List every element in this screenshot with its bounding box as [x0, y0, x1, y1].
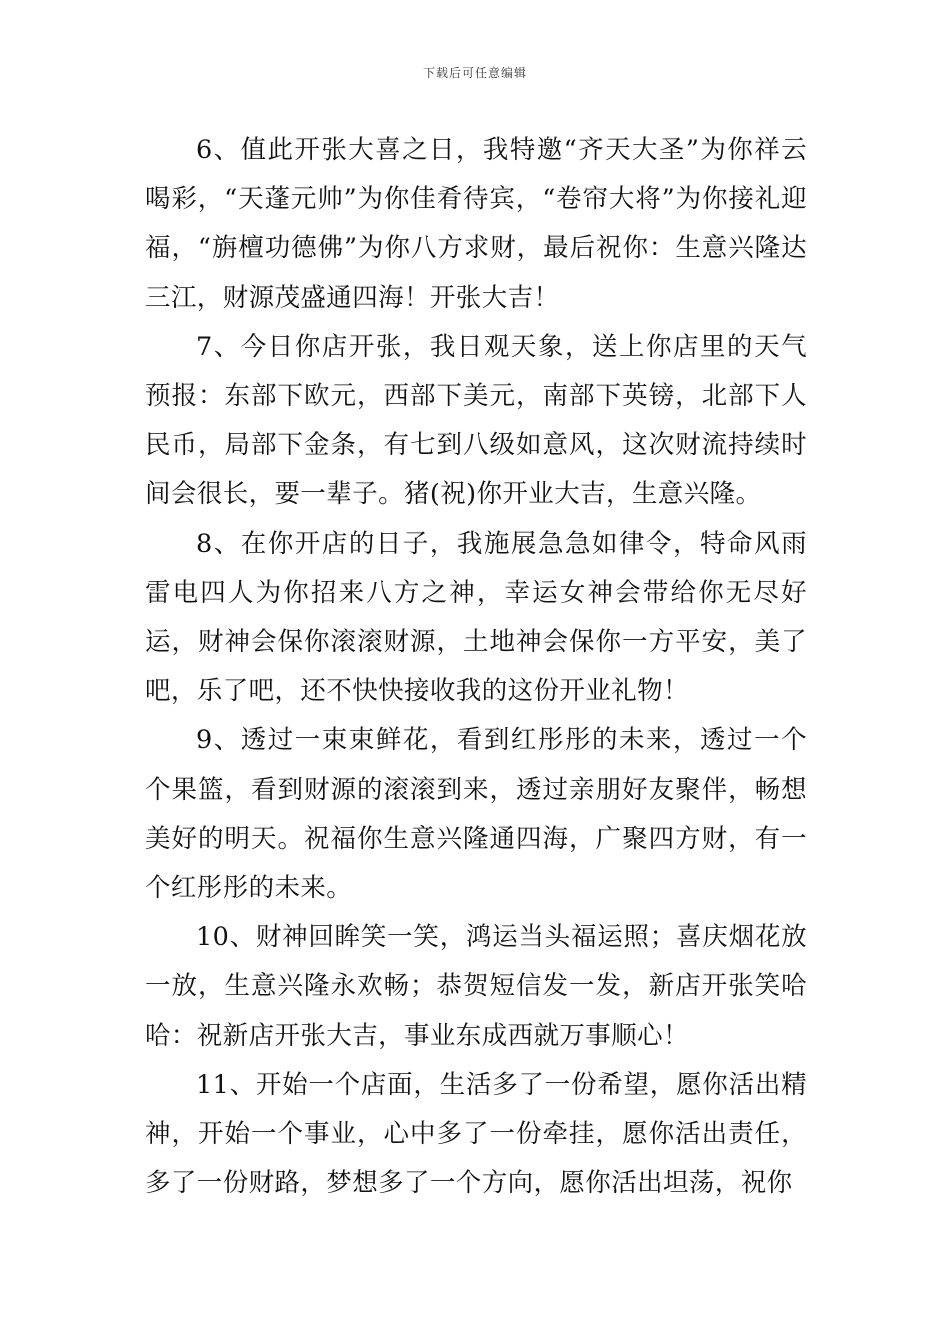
paragraph-7: 7、今日你店开张，我日观天象，送上你店里的天气预报：东部下欧元，西部下美元，南部下英镑，北部下人民币，局部下金条，有七到八级如意风，这次财流持续时间会很长，要一辈子。猪(祝)你开业大吉，生意兴隆。 — [145, 331, 807, 510]
document-body — [145, 126, 807, 1208]
page-header: 下载后可任意编辑 — [422, 66, 527, 80]
paragraph-10: 10、财神回眸笑一笑，鸿运当头福运照；喜庆烟花放一放，生意兴隆永欢畅；恭贺短信发一发，新店开张笑哈哈：祝新店开张大吉，事业东成西就万事顺心！ — [145, 922, 807, 1051]
paragraph-9: 9、透过一束束鲜花，看到红彤彤的未来，透过一个个果篮，看到财源的滚滚到来，透过亲朋好友聚伴，畅想美好的明天。祝福你生意兴隆通四海，广聚四方财，有一个红彤彤的未来。 — [145, 725, 807, 904]
paragraph-8: 8、在你开店的日子，我施展急急如律令，特命风雨雷电四人为你招来八方之神，幸运女神会带给你无尽好运，财神会保你滚滚财源，土地神会保你一方平安，美了吧，乐了吧，还不快快接收我的这份开业礼物！ — [145, 528, 807, 707]
paragraph-6: 6、值此开张大喜之日，我特邀“齐天大圣”为你祥云喝彩，“天蓬元帅”为你佳肴待宾，“卷帘大将”为你接礼迎福，“旃檀功德佛”为你八方求财，最后祝你：生意兴隆达三江，财源茂盛通四海！开张大吉！ — [145, 135, 807, 313]
paragraph-11: 11、开始一个店面，生活多了一份希望，愿你活出精神，开始一个事业，心中多了一份牵挂，愿你活出责任，多了一份财路，梦想多了一个方向，愿你活出坦荡，祝你 — [145, 1069, 807, 1199]
